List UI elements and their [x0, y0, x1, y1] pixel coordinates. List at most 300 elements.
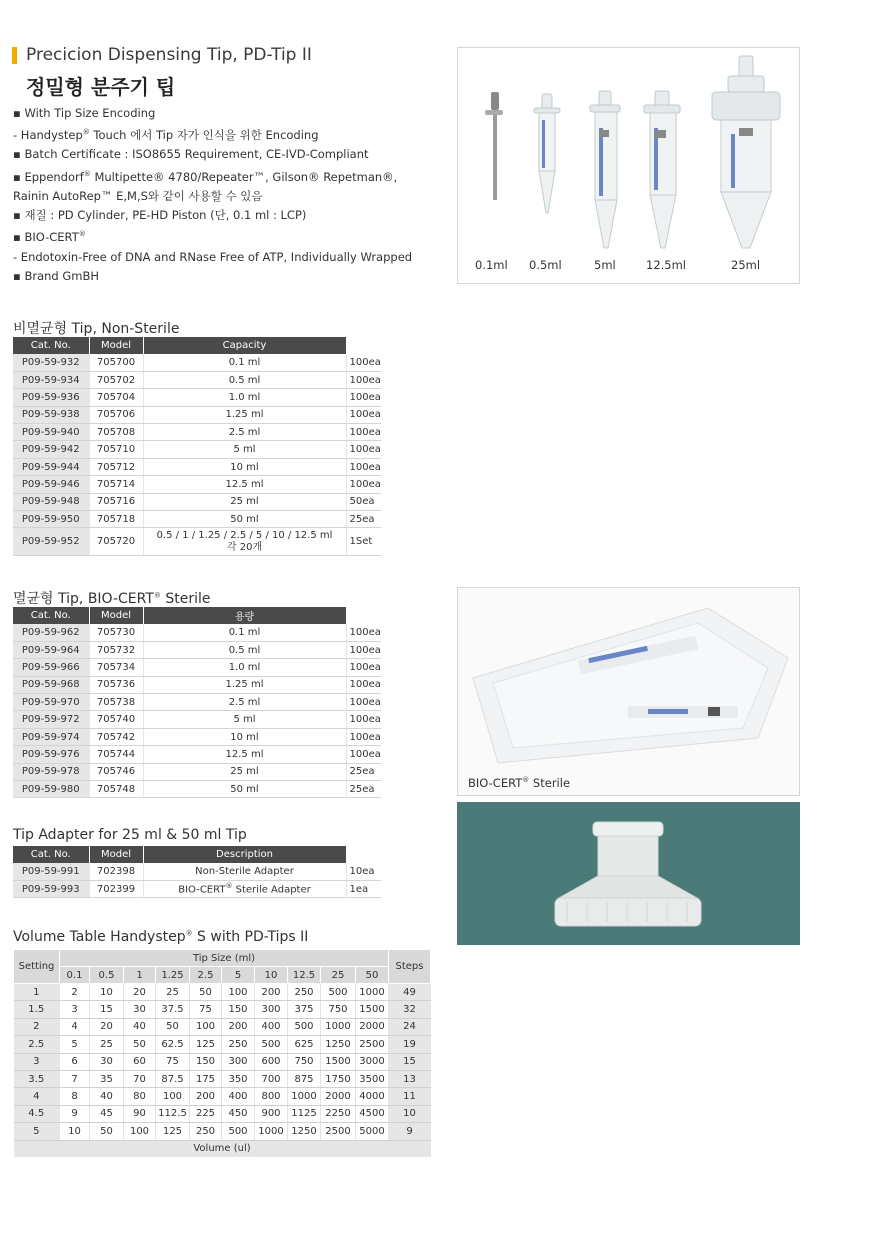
col-header-blank — [346, 337, 381, 354]
col-header-model: Model — [89, 846, 143, 863]
capacity-cell: 0.5 ml — [143, 641, 346, 658]
model-cell: 705730 — [89, 624, 143, 641]
description-text: BIO-CERT — [178, 884, 226, 896]
feature-item — [13, 206, 443, 225]
volume-cell: 750 — [321, 1001, 356, 1018]
description-cell — [143, 863, 346, 880]
feature-item — [13, 104, 443, 123]
cat-no-cell: P09-59-948 — [13, 493, 89, 510]
tip-size-col-header: 25 — [321, 967, 356, 984]
volume-cell: 875 — [288, 1070, 321, 1087]
unit-cell: 100ea — [346, 641, 381, 658]
volume-cell: 600 — [255, 1053, 288, 1070]
cat-no-cell: P09-59-968 — [13, 676, 89, 693]
unit-cell: 25ea — [346, 511, 381, 528]
sterile-table — [13, 607, 382, 798]
col-header-blank — [346, 846, 381, 863]
steps-cell: 19 — [389, 1036, 431, 1053]
unit-cell: 100ea — [346, 389, 381, 406]
capacity-cell: 10 ml — [143, 728, 346, 745]
tip-0.5ml-graphic — [534, 94, 560, 213]
volume-cell: 10 — [90, 984, 124, 1001]
volume-cell: 1000 — [321, 1018, 356, 1035]
volume-cell: 300 — [255, 1001, 288, 1018]
table-row — [13, 694, 381, 711]
volume-cell: 250 — [190, 1123, 222, 1140]
tip-size-col-header: 12.5 — [288, 967, 321, 984]
tip-size-col-header: 5 — [222, 967, 255, 984]
tip-size-label: 5ml — [594, 258, 616, 272]
volume-cell: 250 — [288, 984, 321, 1001]
volume-cell: 2500 — [356, 1036, 389, 1053]
table-row — [13, 641, 381, 658]
volume-cell: 150 — [222, 1001, 255, 1018]
tip-size-label: 0.5ml — [529, 258, 562, 272]
volume-cell: 350 — [222, 1070, 255, 1087]
volume-footer: Volume (ul) — [14, 1140, 431, 1157]
table-row — [13, 880, 381, 897]
volume-cell: 40 — [124, 1018, 156, 1035]
capacity-cell: 2.5 ml — [143, 424, 346, 441]
volume-cell: 4 — [60, 1018, 90, 1035]
description-suffix: Sterile Adapter — [232, 884, 311, 896]
steps-cell: 32 — [389, 1001, 431, 1018]
model-cell: 702398 — [89, 863, 143, 880]
volume-cell: 5 — [60, 1036, 90, 1053]
capacity-cell: 25 ml — [143, 763, 346, 780]
feature-text: ▪ With Tip Size Encoding — [13, 106, 156, 120]
col-header-description: Description — [143, 846, 346, 863]
title-accent-bar — [12, 47, 17, 64]
setting-cell: 3.5 — [14, 1070, 60, 1087]
volume-cell: 400 — [255, 1018, 288, 1035]
volume-cell: 75 — [190, 1001, 222, 1018]
tip-0.1ml-graphic — [485, 92, 503, 200]
cat-no-cell: P09-59-964 — [13, 641, 89, 658]
cat-no-cell: P09-59-946 — [13, 476, 89, 493]
volume-cell: 40 — [90, 1088, 124, 1105]
tip-size-col-header: 1.25 — [156, 967, 190, 984]
volume-cell: 300 — [222, 1053, 255, 1070]
setting-cell: 4 — [14, 1088, 60, 1105]
volume-cell: 50 — [124, 1036, 156, 1053]
volume-table — [13, 949, 431, 1157]
volume-cell: 500 — [255, 1036, 288, 1053]
table-row — [13, 354, 381, 371]
model-cell: 705748 — [89, 781, 143, 798]
volume-cell: 30 — [90, 1053, 124, 1070]
cat-no-cell: P09-59-942 — [13, 441, 89, 458]
volume-cell: 250 — [222, 1036, 255, 1053]
volume-cell: 20 — [124, 984, 156, 1001]
volume-cell: 175 — [190, 1070, 222, 1087]
volume-cell: 2250 — [321, 1105, 356, 1122]
tip-size-col-header: 2.5 — [190, 967, 222, 984]
volume-section-title — [13, 929, 308, 945]
unit-cell: 100ea — [346, 728, 381, 745]
volume-cell: 1500 — [321, 1053, 356, 1070]
unit-cell: 100ea — [346, 624, 381, 641]
unit-cell: 100ea — [346, 371, 381, 388]
unit-cell: 100ea — [346, 711, 381, 728]
volume-cell: 100 — [124, 1123, 156, 1140]
volume-title-text: Volume Table Handystep — [13, 929, 186, 945]
table-row — [14, 1018, 431, 1035]
cat-no-cell: P09-59-966 — [13, 659, 89, 676]
tip-size-col-header: 10 — [255, 967, 288, 984]
volume-cell: 450 — [222, 1105, 255, 1122]
table-row — [13, 476, 381, 493]
feature-item — [13, 225, 443, 247]
col-header-capacity: Capacity — [143, 337, 346, 354]
col-header-blank — [346, 607, 381, 624]
volume-cell: 3 — [60, 1001, 90, 1018]
registered-mark: ® — [78, 230, 86, 239]
cat-no-cell: P09-59-972 — [13, 711, 89, 728]
volume-cell: 900 — [255, 1105, 288, 1122]
adapter-table — [13, 846, 382, 898]
steps-cell: 13 — [389, 1070, 431, 1087]
registered-mark: ® — [185, 929, 193, 938]
unit-cell: 100ea — [346, 424, 381, 441]
table-row — [13, 424, 381, 441]
unit-cell: 100ea — [346, 458, 381, 475]
volume-cell: 750 — [288, 1053, 321, 1070]
volume-cell: 2 — [60, 984, 90, 1001]
table-row — [13, 528, 381, 556]
description-cell — [143, 880, 346, 897]
model-cell: 705742 — [89, 728, 143, 745]
tip-size-col-header: 1 — [124, 967, 156, 984]
volume-cell: 500 — [288, 1018, 321, 1035]
model-cell: 705700 — [89, 354, 143, 371]
caption-text: BIO-CERT — [468, 776, 523, 790]
page-title: Precicion Dispensing Tip, PD-Tip II — [26, 45, 312, 65]
unit-cell: 100ea — [346, 746, 381, 763]
capacity-cell: 1.0 ml — [143, 389, 346, 406]
cat-no-cell: P09-59-936 — [13, 389, 89, 406]
tip-25ml-graphic — [712, 56, 780, 248]
volume-cell: 25 — [90, 1036, 124, 1053]
biocert-photo — [457, 587, 800, 796]
volume-cell: 2000 — [356, 1018, 389, 1035]
capacity-line: 각 20개 — [226, 541, 263, 553]
setting-cell: 2 — [14, 1018, 60, 1035]
capacity-cell — [143, 528, 346, 556]
model-cell: 705702 — [89, 371, 143, 388]
unit-cell: 100ea — [346, 406, 381, 423]
capacity-cell: 50 ml — [143, 781, 346, 798]
table-row — [13, 371, 381, 388]
feature-text: ▪ Eppendorf — [13, 169, 84, 184]
unit-cell: 25ea — [346, 763, 381, 780]
cat-no-cell: P09-59-991 — [13, 863, 89, 880]
tip-size-label: 12.5ml — [646, 258, 687, 272]
capacity-cell: 5 ml — [143, 711, 346, 728]
table-row — [13, 389, 381, 406]
biocert-pack-illustration — [458, 588, 801, 768]
volume-cell: 400 — [222, 1088, 255, 1105]
table-row — [13, 458, 381, 475]
table-row — [14, 1036, 431, 1053]
non-sterile-section-title: 비멸균형 Tip, Non-Sterile — [13, 321, 180, 337]
cat-no-cell: P09-59-938 — [13, 406, 89, 423]
unit-cell: 1Set — [346, 528, 381, 556]
cat-no-cell: P09-59-962 — [13, 624, 89, 641]
col-header-cat-no: Cat. No. — [13, 846, 89, 863]
capacity-cell: 1.0 ml — [143, 659, 346, 676]
table-row — [13, 406, 381, 423]
setting-cell: 3 — [14, 1053, 60, 1070]
volume-cell: 1000 — [255, 1123, 288, 1140]
volume-cell: 15 — [90, 1001, 124, 1018]
model-cell: 705714 — [89, 476, 143, 493]
steps-cell: 15 — [389, 1053, 431, 1070]
tip-5ml-graphic — [590, 91, 620, 248]
registered-mark: ® — [83, 169, 91, 178]
table-row — [13, 711, 381, 728]
capacity-cell: 0.1 ml — [143, 354, 346, 371]
registered-mark: ® — [225, 882, 233, 891]
volume-cell: 50 — [190, 984, 222, 1001]
capacity-cell: 10 ml — [143, 458, 346, 475]
volume-cell: 35 — [90, 1070, 124, 1087]
page-title-korean: 정밀형 분주기 팁 — [26, 75, 176, 99]
table-row — [13, 863, 381, 880]
feature-text: ▪ 재질 : PD Cylinder, PE-HD Piston (단, 0.1 ml : LCP) — [13, 208, 307, 223]
cat-no-cell: P09-59-980 — [13, 781, 89, 798]
sterile-title-suffix: Sterile — [160, 591, 211, 607]
model-cell: 705710 — [89, 441, 143, 458]
capacity-cell: 2.5 ml — [143, 694, 346, 711]
biocert-caption — [468, 776, 570, 790]
registered-mark: ® — [153, 591, 161, 600]
capacity-cell: 12.5 ml — [143, 476, 346, 493]
non-sterile-table — [13, 337, 382, 556]
cat-no-cell: P09-59-970 — [13, 694, 89, 711]
feature-item — [13, 267, 443, 286]
model-cell: 702399 — [89, 880, 143, 897]
volume-cell: 100 — [156, 1088, 190, 1105]
feature-text: Rainin AutoRep™ E,M,S와 같이 사용할 수 있음 — [13, 188, 263, 203]
tip-size-col-header: 50 — [356, 967, 389, 984]
capacity-cell: 1.25 ml — [143, 406, 346, 423]
feature-text: ▪ Batch Certificate : ISO8655 Requirement, CE-IVD-Compliant — [13, 147, 369, 162]
capacity-cell: 0.5 ml — [143, 371, 346, 388]
volume-cell: 20 — [90, 1018, 124, 1035]
volume-cell: 75 — [156, 1053, 190, 1070]
table-row — [13, 763, 381, 780]
setting-cell: 2.5 — [14, 1036, 60, 1053]
steps-cell: 10 — [389, 1105, 431, 1122]
steps-cell: 24 — [389, 1018, 431, 1035]
steps-cell: 11 — [389, 1088, 431, 1105]
volume-cell: 6 — [60, 1053, 90, 1070]
adapter-illustration — [457, 802, 800, 945]
feature-text: ▪ BIO-CERT — [13, 230, 79, 245]
feature-item — [13, 248, 443, 267]
table-row — [13, 511, 381, 528]
volume-cell: 1125 — [288, 1105, 321, 1122]
model-cell: 705746 — [89, 763, 143, 780]
volume-cell: 5000 — [356, 1123, 389, 1140]
capacity-line: 0.5 / 1 / 1.25 / 2.5 / 5 / 10 / 12.5 ml — [156, 529, 333, 541]
unit-cell: 1ea — [346, 880, 381, 897]
feature-item — [13, 145, 443, 164]
volume-cell: 375 — [288, 1001, 321, 1018]
caption-suffix: Sterile — [529, 776, 571, 790]
col-header-cat-no: Cat. No. — [13, 337, 89, 354]
feature-item — [13, 187, 443, 206]
unit-cell: 10ea — [346, 863, 381, 880]
tip-illustration — [458, 48, 801, 285]
volume-cell: 1250 — [288, 1123, 321, 1140]
table-row — [14, 1123, 431, 1140]
volume-cell: 1250 — [321, 1036, 356, 1053]
volume-cell: 700 — [255, 1070, 288, 1087]
steps-cell: 9 — [389, 1123, 431, 1140]
registered-mark: ® — [522, 776, 530, 785]
model-cell: 705716 — [89, 493, 143, 510]
model-cell: 705708 — [89, 424, 143, 441]
table-row — [13, 746, 381, 763]
volume-cell: 625 — [288, 1036, 321, 1053]
volume-cell: 25 — [156, 984, 190, 1001]
volume-cell: 200 — [190, 1088, 222, 1105]
volume-cell: 2000 — [321, 1088, 356, 1105]
cat-no-cell: P09-59-950 — [13, 511, 89, 528]
volume-cell: 70 — [124, 1070, 156, 1087]
volume-cell: 500 — [222, 1123, 255, 1140]
unit-cell: 100ea — [346, 476, 381, 493]
table-row — [13, 441, 381, 458]
model-cell: 705740 — [89, 711, 143, 728]
volume-cell: 80 — [124, 1088, 156, 1105]
volume-cell: 1000 — [288, 1088, 321, 1105]
tip-size-header: Tip Size (ml) — [60, 950, 389, 967]
volume-cell: 10 — [60, 1123, 90, 1140]
cat-no-cell: P09-59-932 — [13, 354, 89, 371]
setting-cell: 1 — [14, 984, 60, 1001]
cat-no-cell: P09-59-978 — [13, 763, 89, 780]
cat-no-cell: P09-59-944 — [13, 458, 89, 475]
table-row — [14, 1088, 431, 1105]
model-cell: 705704 — [89, 389, 143, 406]
feature-text-suffix: Touch 에서 Tip 자가 인식을 위한 Encoding — [89, 128, 319, 143]
setting-cell: 1.5 — [14, 1001, 60, 1018]
capacity-cell: 0.1 ml — [143, 624, 346, 641]
unit-cell: 25ea — [346, 781, 381, 798]
feature-list — [13, 104, 443, 286]
volume-cell: 87.5 — [156, 1070, 190, 1087]
table-row — [14, 1053, 431, 1070]
table-row — [14, 1070, 431, 1087]
model-cell: 705712 — [89, 458, 143, 475]
volume-cell: 7 — [60, 1070, 90, 1087]
volume-cell: 112.5 — [156, 1105, 190, 1122]
volume-cell: 2500 — [321, 1123, 356, 1140]
cat-no-cell: P09-59-976 — [13, 746, 89, 763]
volume-cell: 8 — [60, 1088, 90, 1105]
unit-cell: 100ea — [346, 354, 381, 371]
feature-item — [13, 123, 443, 145]
table-row — [14, 1105, 431, 1122]
volume-cell: 3000 — [356, 1053, 389, 1070]
volume-cell: 150 — [190, 1053, 222, 1070]
volume-cell: 1500 — [356, 1001, 389, 1018]
capacity-cell: 25 ml — [143, 493, 346, 510]
tip-size-col-header: 0.1 — [60, 967, 90, 984]
volume-cell: 1750 — [321, 1070, 356, 1087]
feature-text: ▪ Brand GmBH — [13, 268, 100, 283]
model-cell: 705720 — [89, 528, 143, 556]
setting-cell: 4.5 — [14, 1105, 60, 1122]
model-cell: 705744 — [89, 746, 143, 763]
tip-size-label: 0.1ml — [475, 258, 508, 272]
feature-text-suffix: Multipette® 4780/Repeater™, Gilson® Repetman®, — [90, 169, 398, 184]
volume-cell: 1000 — [356, 984, 389, 1001]
col-header-cat-no: Cat. No. — [13, 607, 89, 624]
feature-text: - Endotoxin-Free of DNA and RNase Free of ATP, Individually Wrapped — [13, 249, 413, 264]
volume-cell: 4500 — [356, 1105, 389, 1122]
volume-cell: 9 — [60, 1105, 90, 1122]
capacity-cell: 12.5 ml — [143, 746, 346, 763]
table-row — [13, 624, 381, 641]
unit-cell: 100ea — [346, 441, 381, 458]
table-row — [13, 493, 381, 510]
adapter-photo — [457, 802, 800, 945]
volume-cell: 100 — [222, 984, 255, 1001]
feature-item — [13, 165, 443, 187]
model-cell: 705734 — [89, 659, 143, 676]
volume-cell: 90 — [124, 1105, 156, 1122]
model-cell: 705732 — [89, 641, 143, 658]
volume-cell: 200 — [255, 984, 288, 1001]
model-cell: 705738 — [89, 694, 143, 711]
table-row — [14, 1001, 431, 1018]
capacity-cell: 1.25 ml — [143, 676, 346, 693]
cat-no-cell: P09-59-934 — [13, 371, 89, 388]
model-cell: 705706 — [89, 406, 143, 423]
volume-cell: 60 — [124, 1053, 156, 1070]
steps-header: Steps — [389, 950, 431, 984]
table-row — [14, 984, 431, 1001]
volume-cell: 100 — [190, 1018, 222, 1035]
volume-cell: 50 — [90, 1123, 124, 1140]
col-header-model: Model — [89, 607, 143, 624]
registered-mark: ® — [82, 128, 90, 137]
cat-no-cell: P09-59-952 — [13, 528, 89, 556]
sterile-title-text: 멸균형 Tip, BIO-CERT — [13, 591, 154, 607]
capacity-cell: 5 ml — [143, 441, 346, 458]
col-header-model: Model — [89, 337, 143, 354]
volume-cell: 125 — [156, 1123, 190, 1140]
volume-cell: 125 — [190, 1036, 222, 1053]
table-row — [13, 676, 381, 693]
volume-cell: 30 — [124, 1001, 156, 1018]
volume-cell: 225 — [190, 1105, 222, 1122]
volume-cell: 500 — [321, 984, 356, 1001]
unit-cell: 50ea — [346, 493, 381, 510]
model-cell: 705718 — [89, 511, 143, 528]
volume-cell: 800 — [255, 1088, 288, 1105]
setting-header: Setting — [14, 950, 60, 984]
model-cell: 705736 — [89, 676, 143, 693]
sterile-section-title — [13, 588, 211, 608]
tip-size-col-header: 0.5 — [90, 967, 124, 984]
table-row — [13, 781, 381, 798]
volume-title-suffix: S with PD-Tips II — [192, 929, 309, 945]
